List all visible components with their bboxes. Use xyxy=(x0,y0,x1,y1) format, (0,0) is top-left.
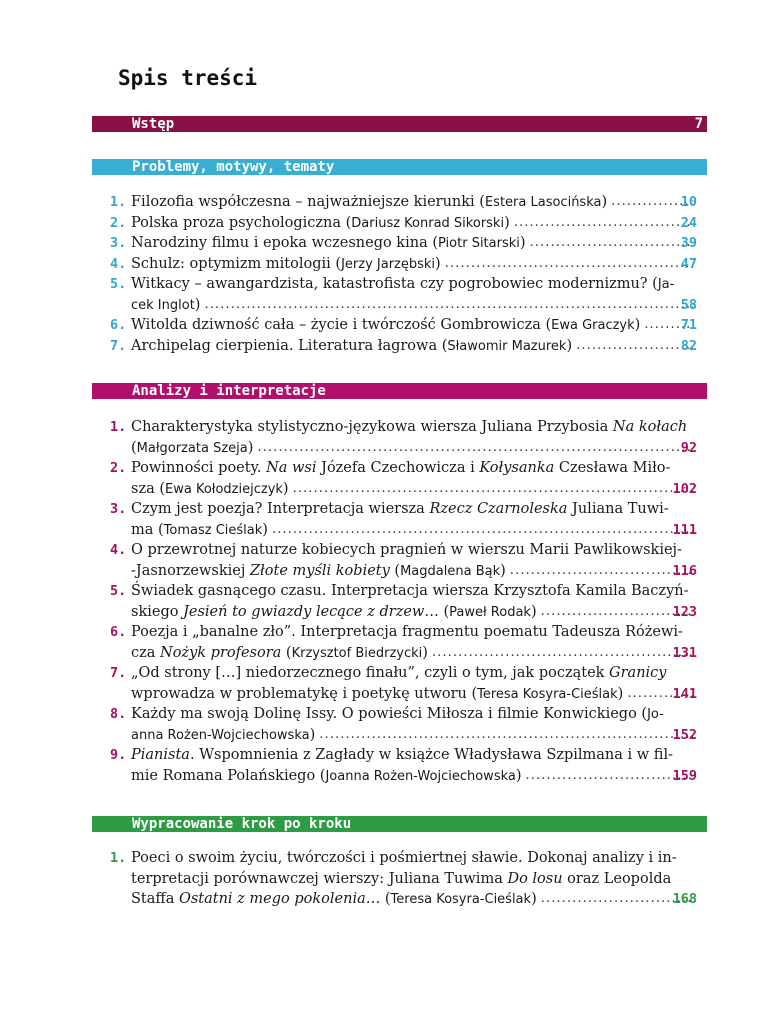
entry-number: 3. xyxy=(110,501,127,517)
entry-title: Świadek gasnącego czasu. Interpretacja wiersza Krzysztofa Kamila Baczyń- xyxy=(131,583,689,599)
entry-number: 5. xyxy=(110,583,127,599)
entry-author: Krzysztof Biedrzycki xyxy=(291,645,423,661)
entry-number: 7. xyxy=(110,337,127,354)
toc-entry[interactable] xyxy=(92,254,707,275)
toc-entry[interactable] xyxy=(92,315,707,336)
entry-author: Teresa Kosyra-Cieślak xyxy=(390,892,532,907)
entry-title: Narodziny filmu i epoka wczesnego kina (Piotr Sitarski) xyxy=(131,235,526,251)
entry-author: Piotr Sitarski xyxy=(438,236,520,251)
toc-entry[interactable] xyxy=(92,274,707,315)
entry-page-number: 116 xyxy=(672,562,697,579)
entry-author: Estera Lasocińska xyxy=(484,195,602,210)
toc-entry[interactable] xyxy=(92,213,707,234)
entry-page-number: 58 xyxy=(680,296,697,313)
entry-number: 9. xyxy=(110,747,127,763)
entry-title: Archipelag cierpienia. Literatura łagrowa (Sławomir Mazurek) xyxy=(131,337,573,354)
entry-author: Sławomir Mazurek xyxy=(447,338,567,354)
section-header-problemy xyxy=(92,159,707,175)
section-title: Wypracowanie krok po kroku xyxy=(132,816,352,832)
leader-dots xyxy=(293,479,693,500)
toc-entry[interactable] xyxy=(92,233,707,254)
entry-page-number: 71 xyxy=(680,317,697,333)
section-title: Wstęp xyxy=(132,116,175,132)
entry-title-cont: ma (Tomasz Cieślak) xyxy=(131,521,268,538)
entry-title: Poezja i „banalne zło”. Interpretacja fragmentu poematu Tadeusza Różewi- xyxy=(131,624,683,640)
entry-page-number: 159 xyxy=(672,767,697,784)
entry-author: Magdalena Bąk xyxy=(400,563,501,579)
entry-number: 5. xyxy=(110,276,127,292)
entry-title: Witolda dziwność cała – życie i twórczość Gombrowicza (Ewa Graczyk) xyxy=(131,317,641,333)
entry-page-number: 92 xyxy=(680,439,697,456)
entry-number: 2. xyxy=(110,460,127,476)
wypracowanie-list xyxy=(92,848,707,910)
entry-title: Filozofia współczesna – najważniejsze kierunki (Estera Lasocińska) xyxy=(131,194,608,210)
entry-number: 1. xyxy=(110,850,127,866)
entry-number: 7. xyxy=(110,665,127,681)
toc-entry[interactable] xyxy=(92,622,707,663)
entry-number: 6. xyxy=(110,317,127,333)
toc-entry[interactable] xyxy=(92,540,707,581)
leader-dots xyxy=(272,520,693,541)
entry-title-cont: Staffa Ostatni z mego pokolenia… (Teresa Kosyra-Cieślak) xyxy=(131,891,537,907)
entry-page-number: 39 xyxy=(680,235,697,251)
toc-entry[interactable] xyxy=(92,499,707,540)
entry-page-number: 168 xyxy=(672,891,697,907)
entry-author: Tomasz Cieślak xyxy=(163,522,263,538)
entry-author: cek Inglot xyxy=(131,297,195,313)
entry-page-number: 123 xyxy=(672,603,697,620)
entry-author: Dariusz Konrad Sikorski xyxy=(351,215,505,231)
entry-title: Polska proza psychologiczna (Dariusz Konrad Sikorski) xyxy=(131,214,510,231)
toc-entry[interactable] xyxy=(92,458,707,499)
section-header-wypracowanie xyxy=(92,816,707,832)
entry-title: Powinności poety. Na wsi Józefa Czechowicza i Kołysanka Czesława Miło- xyxy=(131,460,671,476)
entry-title: Poeci o swoim życiu, twórczości i pośmiertnej sławie. Dokonaj analizy i in- xyxy=(131,850,677,866)
entry-page-number: 102 xyxy=(672,480,697,497)
entry-title: Charakterystyka stylistyczno-językowa wiersza Juliana Przybosia Na kołach xyxy=(131,419,688,435)
entry-title: O przewrotnej naturze kobiecych pragnień w wierszu Marii Pawlikowskiej- xyxy=(131,542,682,558)
entry-title-cont: -Jasnorzewskiej Złote myśli kobiety (Magdalena Bąk) xyxy=(131,562,506,579)
entry-author: Ewa Kołodziejczyk xyxy=(165,481,283,497)
entry-number: 4. xyxy=(110,542,127,558)
entry-author: Ewa Graczyk xyxy=(551,318,635,333)
leader-dots xyxy=(204,295,693,316)
toc-entry[interactable] xyxy=(92,704,707,745)
entry-number: 2. xyxy=(110,214,127,231)
analizy-list xyxy=(92,417,707,786)
entry-author: Jerzy Jarzębski xyxy=(341,256,436,272)
toc-entry[interactable] xyxy=(92,745,707,786)
section-header-wstep[interactable] xyxy=(92,116,707,132)
toc-entry[interactable] xyxy=(92,192,707,213)
entry-title: Witkacy – awangardzista, katastrofista czy pogrobowiec modernizmu? (Ja- xyxy=(131,276,675,292)
entry-author: Ja- xyxy=(657,277,675,292)
entry-title-cont: mie Romana Polańskiego (Joanna Rożen-Wojciechowska) xyxy=(131,767,522,784)
entry-number: 8. xyxy=(110,706,127,722)
leader-dots xyxy=(257,438,693,459)
leader-dots xyxy=(319,725,693,746)
entry-page-number: 82 xyxy=(680,337,697,354)
section-page-number: 7 xyxy=(694,116,703,132)
entry-author: Teresa Kosyra-Cieślak xyxy=(477,686,618,702)
entry-number: 1. xyxy=(110,419,127,435)
toc-entry[interactable] xyxy=(92,336,707,357)
entry-author: Paweł Rodak xyxy=(449,604,531,620)
entry-title-cont: wprowadza w problematykę i poetykę utworu (Teresa Kosyra-Cieślak) xyxy=(131,685,624,702)
entry-title: Każdy ma swoją Dolinę Issy. O powieści Miłosza i filmie Konwickiego (Jo- xyxy=(131,706,664,722)
entry-number: 1. xyxy=(110,194,127,210)
entry-page-number: 152 xyxy=(672,726,697,743)
entry-number: 4. xyxy=(110,255,127,272)
entry-number: 3. xyxy=(110,235,127,251)
entry-title: Schulz: optymizm mitologii (Jerzy Jarzębski) xyxy=(131,255,441,272)
entry-title-cont: skiego Jesień to gwiazdy lecące z drzew… (Paweł Rodak) xyxy=(131,603,537,620)
entry-author: Małgorzata Szeja xyxy=(136,440,248,456)
entry-page-number: 111 xyxy=(672,521,697,538)
entry-number: 6. xyxy=(110,624,127,640)
entry-title-cont: (Małgorzata Szeja) xyxy=(131,439,254,456)
entry-title-cont: anna Rożen-Wojciechowska) xyxy=(131,726,316,743)
entry-title-cont: terpretacji porównawczej wierszy: Juliana Tuwima Do losu oraz Leopolda xyxy=(131,870,672,887)
entry-title: Pianista. Wspomnienia z Zagłady w książce Władysława Szpilmana i w fil- xyxy=(131,747,673,763)
toc-entry[interactable] xyxy=(92,848,707,910)
entry-author: Joanna Rożen-Wojciechowska xyxy=(325,768,516,784)
toc-entry[interactable] xyxy=(92,581,707,622)
entry-page-number: 141 xyxy=(672,685,697,702)
entry-title-cont: sza (Ewa Kołodziejczyk) xyxy=(131,480,289,497)
problemy-list xyxy=(92,192,707,356)
entry-page-number: 10 xyxy=(680,194,697,210)
page-title: Spis treści xyxy=(118,66,258,90)
section-title: Problemy, motywy, tematy xyxy=(132,159,335,175)
entry-page-number: 131 xyxy=(672,644,697,661)
entry-page-number: 47 xyxy=(680,255,697,272)
toc-entry[interactable] xyxy=(92,417,707,458)
toc-entry[interactable] xyxy=(92,663,707,704)
entry-author: Jo- xyxy=(647,707,664,722)
section-title: Analizy i interpretacje xyxy=(132,383,326,399)
entry-title: Czym jest poezja? Interpretacja wiersza Rzecz Czarnoleska Juliana Tuwi- xyxy=(131,501,669,517)
entry-title-cont: cek Inglot) xyxy=(131,296,201,313)
section-header-analizy xyxy=(92,383,707,399)
entry-title: „Od strony […] niedorzecznego finału”, czyli o tym, jak początek Granicy xyxy=(131,665,667,681)
entry-author: anna Rożen-Wojciechowska xyxy=(131,727,310,743)
entry-page-number: 24 xyxy=(680,214,697,231)
entry-title-cont: cza Nożyk profesora (Krzysztof Biedrzycki) xyxy=(131,644,428,661)
